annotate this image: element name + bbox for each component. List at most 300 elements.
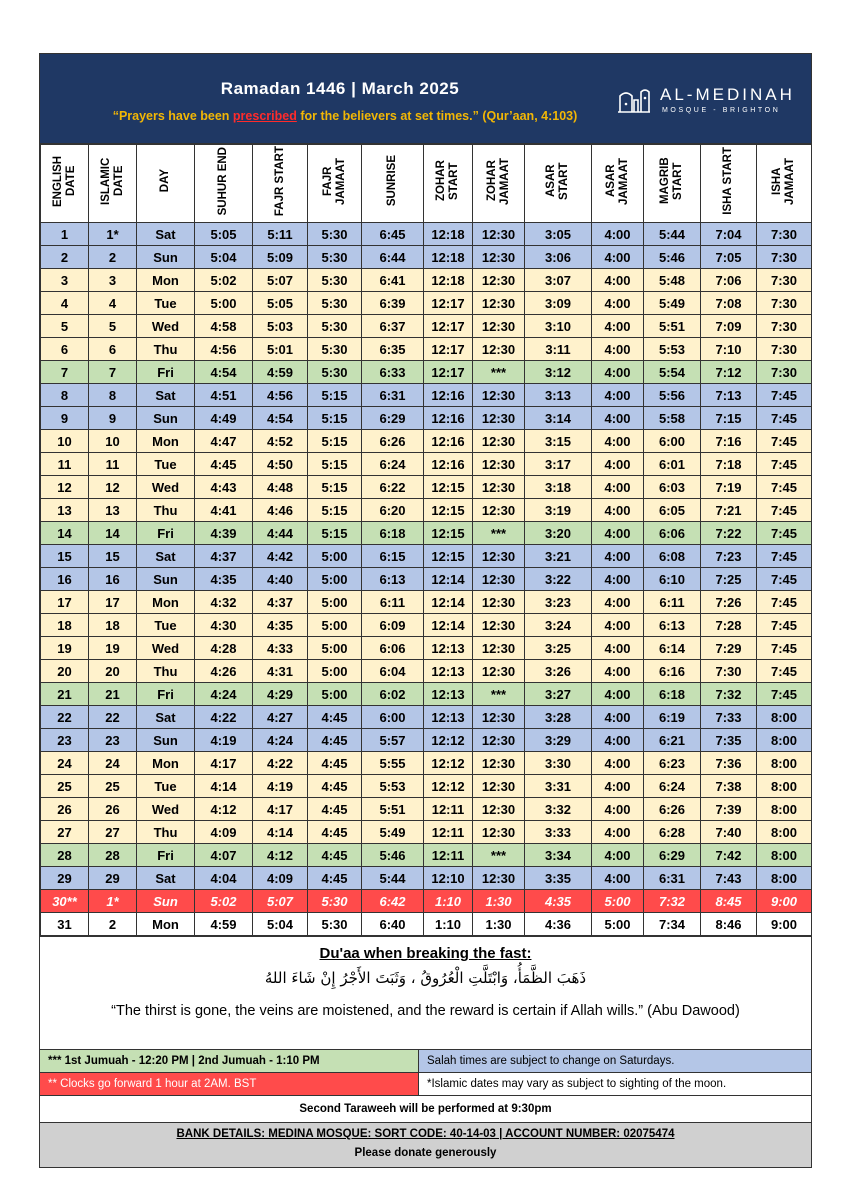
cell-day: Sun: [137, 729, 195, 752]
cell-sunrise: 6:33: [362, 361, 424, 384]
cell-suhur-end: 4:07: [195, 844, 253, 867]
cell-isha-jamaat: 7:45: [757, 591, 812, 614]
cell-sunrise: 6:13: [362, 568, 424, 591]
cell-english-date: 28: [41, 844, 89, 867]
cell-fajr-jamaat: 5:15: [308, 407, 362, 430]
cell-asar-start: 3:05: [525, 223, 592, 246]
cell-zohar-start: 12:18: [424, 223, 473, 246]
cell-sunrise: 6:29: [362, 407, 424, 430]
cell-sunrise: 6:09: [362, 614, 424, 637]
cell-asar-start: 3:27: [525, 683, 592, 706]
cell-english-date: 20: [41, 660, 89, 683]
cell-asar-start: 3:31: [525, 775, 592, 798]
cell-zohar-start: 12:10: [424, 867, 473, 890]
cell-fajr-jamaat: 5:00: [308, 614, 362, 637]
cell-fajr-start: 4:09: [253, 867, 308, 890]
table-row: [41, 683, 812, 706]
cell-suhur-end: 4:54: [195, 361, 253, 384]
clocks-note: ** Clocks go forward 1 hour at 2AM. BST: [40, 1073, 419, 1096]
cell-suhur-end: 5:00: [195, 292, 253, 315]
cell-fajr-start: 5:03: [253, 315, 308, 338]
cell-isha-start: 7:30: [701, 660, 757, 683]
cell-magrib-start: 6:14: [644, 637, 701, 660]
cell-fajr-start: 5:05: [253, 292, 308, 315]
cell-day: Sat: [137, 384, 195, 407]
cell-isha-start: 7:06: [701, 269, 757, 292]
cell-asar-start: 3:25: [525, 637, 592, 660]
col-islamic-date: ISLAMIC DATE: [89, 145, 137, 223]
table-row: [41, 269, 812, 292]
col-fajr-jamaat: FAJR JAMAAT: [308, 145, 362, 223]
cell-fajr-start: 4:29: [253, 683, 308, 706]
cell-islamic-date: 28: [89, 844, 137, 867]
cell-islamic-date: 29: [89, 867, 137, 890]
cell-sunrise: 6:40: [362, 913, 424, 936]
cell-magrib-start: 6:18: [644, 683, 701, 706]
cell-fajr-start: 5:01: [253, 338, 308, 361]
cell-fajr-start: 4:46: [253, 499, 308, 522]
taraweeh-note: Second Taraweeh will be performed at 9:30pm: [40, 1096, 811, 1123]
cell-english-date: 10: [41, 430, 89, 453]
cell-isha-jamaat: 7:45: [757, 568, 812, 591]
cell-english-date: 16: [41, 568, 89, 591]
cell-day: Sat: [137, 867, 195, 890]
cell-asar-start: 3:29: [525, 729, 592, 752]
cell-asar-jamaat: 4:00: [592, 453, 644, 476]
cell-isha-start: 7:35: [701, 729, 757, 752]
col-isha-start: ISHA START: [701, 145, 757, 223]
cell-english-date: 18: [41, 614, 89, 637]
cell-asar-start: 3:10: [525, 315, 592, 338]
cell-suhur-end: 4:43: [195, 476, 253, 499]
cell-zohar-start: 12:18: [424, 269, 473, 292]
cell-fajr-jamaat: 5:30: [308, 246, 362, 269]
cell-english-date: 5: [41, 315, 89, 338]
cell-asar-start: 3:22: [525, 568, 592, 591]
cell-zohar-start: 12:17: [424, 361, 473, 384]
cell-asar-start: 3:26: [525, 660, 592, 683]
cell-zohar-jamaat: 12:30: [473, 407, 525, 430]
cell-islamic-date: 18: [89, 614, 137, 637]
cell-magrib-start: 6:24: [644, 775, 701, 798]
cell-fajr-jamaat: 5:00: [308, 683, 362, 706]
cell-fajr-start: 4:44: [253, 522, 308, 545]
table-row: [41, 476, 812, 499]
cell-suhur-end: 4:32: [195, 591, 253, 614]
cell-suhur-end: 4:30: [195, 614, 253, 637]
cell-isha-start: 7:05: [701, 246, 757, 269]
cell-zohar-jamaat: 12:30: [473, 821, 525, 844]
cell-english-date: 23: [41, 729, 89, 752]
cell-suhur-end: 4:19: [195, 729, 253, 752]
cell-asar-jamaat: 4:00: [592, 315, 644, 338]
cell-zohar-start: 12:14: [424, 591, 473, 614]
cell-fajr-jamaat: 5:30: [308, 292, 362, 315]
cell-suhur-end: 4:04: [195, 867, 253, 890]
cell-fajr-jamaat: 5:00: [308, 568, 362, 591]
cell-isha-start: 7:33: [701, 706, 757, 729]
cell-isha-jamaat: 7:45: [757, 545, 812, 568]
cell-asar-jamaat: 4:00: [592, 476, 644, 499]
dua-translation: “The thirst is gone, the veins are moistened, and the reward is certain if Allah wills.” (Abu Dawood): [111, 1003, 740, 1019]
cell-zohar-start: 12:15: [424, 545, 473, 568]
cell-magrib-start: 5:56: [644, 384, 701, 407]
cell-magrib-start: 5:48: [644, 269, 701, 292]
cell-day: Mon: [137, 913, 195, 936]
cell-magrib-start: 6:01: [644, 453, 701, 476]
table-row: [41, 545, 812, 568]
cell-suhur-end: 4:22: [195, 706, 253, 729]
cell-magrib-start: 6:19: [644, 706, 701, 729]
cell-asar-jamaat: 4:00: [592, 683, 644, 706]
cell-zohar-jamaat: 12:30: [473, 292, 525, 315]
cell-asar-jamaat: 4:00: [592, 591, 644, 614]
cell-magrib-start: 6:11: [644, 591, 701, 614]
cell-sunrise: 6:15: [362, 545, 424, 568]
cell-zohar-start: 12:13: [424, 706, 473, 729]
cell-zohar-jamaat: 12:30: [473, 453, 525, 476]
cell-isha-start: 7:04: [701, 223, 757, 246]
cell-zohar-jamaat: 12:30: [473, 775, 525, 798]
cell-asar-jamaat: 4:00: [592, 407, 644, 430]
cell-fajr-start: 5:04: [253, 913, 308, 936]
cell-islamic-date: 5: [89, 315, 137, 338]
cell-islamic-date: 27: [89, 821, 137, 844]
cell-english-date: 31: [41, 913, 89, 936]
cell-sunrise: 5:53: [362, 775, 424, 798]
table-row: [41, 798, 812, 821]
cell-fajr-jamaat: 5:00: [308, 660, 362, 683]
cell-fajr-jamaat: 5:30: [308, 361, 362, 384]
cell-day: Wed: [137, 637, 195, 660]
cell-suhur-end: 4:24: [195, 683, 253, 706]
cell-magrib-start: 7:34: [644, 913, 701, 936]
cell-islamic-date: 2: [89, 246, 137, 269]
cell-day: Sat: [137, 706, 195, 729]
cell-magrib-start: 6:13: [644, 614, 701, 637]
cell-isha-jamaat: 8:00: [757, 844, 812, 867]
cell-asar-start: 3:12: [525, 361, 592, 384]
cell-english-date: 26: [41, 798, 89, 821]
cell-isha-start: 7:08: [701, 292, 757, 315]
cell-isha-start: 7:21: [701, 499, 757, 522]
cell-magrib-start: 7:32: [644, 890, 701, 913]
cell-zohar-jamaat: 12:30: [473, 476, 525, 499]
table-row: [41, 568, 812, 591]
cell-asar-start: 3:34: [525, 844, 592, 867]
cell-islamic-date: 14: [89, 522, 137, 545]
cell-sunrise: 6:44: [362, 246, 424, 269]
cell-english-date: 17: [41, 591, 89, 614]
cell-zohar-start: 12:11: [424, 821, 473, 844]
col-suhur-end: SUHUR END: [195, 145, 253, 223]
cell-zohar-jamaat: 12:30: [473, 499, 525, 522]
cell-suhur-end: 4:12: [195, 798, 253, 821]
col-asar-start: ASAR START: [525, 145, 592, 223]
cell-english-date: 30**: [41, 890, 89, 913]
cell-isha-jamaat: 7:30: [757, 292, 812, 315]
cell-zohar-jamaat: 12:30: [473, 614, 525, 637]
mosque-logo: [616, 82, 806, 122]
cell-english-date: 12: [41, 476, 89, 499]
cell-asar-jamaat: 4:00: [592, 752, 644, 775]
cell-fajr-start: 4:27: [253, 706, 308, 729]
cell-isha-jamaat: 7:45: [757, 384, 812, 407]
cell-magrib-start: 6:26: [644, 798, 701, 821]
cell-islamic-date: 21: [89, 683, 137, 706]
cell-english-date: 1: [41, 223, 89, 246]
cell-isha-jamaat: 7:30: [757, 246, 812, 269]
cell-suhur-end: 4:59: [195, 913, 253, 936]
cell-islamic-date: 2: [89, 913, 137, 936]
cell-isha-start: 7:39: [701, 798, 757, 821]
cell-sunrise: 6:04: [362, 660, 424, 683]
cell-english-date: 21: [41, 683, 89, 706]
cell-asar-start: 3:21: [525, 545, 592, 568]
cell-isha-start: 8:46: [701, 913, 757, 936]
quote-highlight: prescribed: [232, 109, 297, 123]
cell-sunrise: 5:46: [362, 844, 424, 867]
cell-isha-start: 7:42: [701, 844, 757, 867]
cell-asar-start: 3:07: [525, 269, 592, 292]
cell-zohar-start: 12:12: [424, 752, 473, 775]
cell-islamic-date: 1*: [89, 223, 137, 246]
cell-fajr-jamaat: 5:15: [308, 522, 362, 545]
cell-asar-jamaat: 4:00: [592, 499, 644, 522]
cell-zohar-jamaat: ***: [473, 683, 525, 706]
cell-zohar-start: 12:17: [424, 315, 473, 338]
cell-sunrise: 6:35: [362, 338, 424, 361]
cell-isha-jamaat: 8:00: [757, 867, 812, 890]
header-row: [41, 145, 812, 223]
table-row: [41, 361, 812, 384]
cell-isha-jamaat: 8:00: [757, 729, 812, 752]
cell-zohar-start: 12:16: [424, 384, 473, 407]
table-row: [41, 821, 812, 844]
cell-fajr-jamaat: 5:15: [308, 476, 362, 499]
cell-asar-start: 4:35: [525, 890, 592, 913]
cell-zohar-jamaat: 12:30: [473, 338, 525, 361]
cell-english-date: 4: [41, 292, 89, 315]
cell-islamic-date: 26: [89, 798, 137, 821]
cell-asar-start: 4:36: [525, 913, 592, 936]
cell-islamic-date: 8: [89, 384, 137, 407]
cell-zohar-jamaat: 12:30: [473, 315, 525, 338]
table-row: [41, 637, 812, 660]
cell-asar-jamaat: 4:00: [592, 844, 644, 867]
cell-day: Fri: [137, 522, 195, 545]
cell-suhur-end: 4:56: [195, 338, 253, 361]
cell-zohar-jamaat: 12:30: [473, 430, 525, 453]
table-row: [41, 660, 812, 683]
cell-magrib-start: 6:03: [644, 476, 701, 499]
cell-isha-start: 7:22: [701, 522, 757, 545]
cell-zohar-jamaat: ***: [473, 844, 525, 867]
cell-day: Mon: [137, 269, 195, 292]
cell-magrib-start: 5:46: [644, 246, 701, 269]
cell-asar-jamaat: 4:00: [592, 338, 644, 361]
cell-zohar-start: 12:15: [424, 522, 473, 545]
cell-sunrise: 6:24: [362, 453, 424, 476]
col-isha-jamaat: ISHA JAMAAT: [757, 145, 812, 223]
cell-day: Tue: [137, 292, 195, 315]
table-row: [41, 729, 812, 752]
dua-section: [40, 936, 811, 1049]
cell-fajr-start: 4:54: [253, 407, 308, 430]
cell-asar-start: 3:24: [525, 614, 592, 637]
cell-zohar-jamaat: 12:30: [473, 568, 525, 591]
salah-change-note: Salah times are subject to change on Saturdays.: [419, 1050, 811, 1073]
cell-islamic-date: 11: [89, 453, 137, 476]
cell-isha-start: 7:40: [701, 821, 757, 844]
cell-fajr-jamaat: 4:45: [308, 867, 362, 890]
cell-zohar-jamaat: ***: [473, 522, 525, 545]
cell-zohar-jamaat: 12:30: [473, 706, 525, 729]
cell-day: Mon: [137, 752, 195, 775]
cell-islamic-date: 20: [89, 660, 137, 683]
cell-english-date: 13: [41, 499, 89, 522]
cell-isha-start: 7:38: [701, 775, 757, 798]
cell-magrib-start: 6:05: [644, 499, 701, 522]
cell-isha-start: 7:28: [701, 614, 757, 637]
cell-magrib-start: 6:31: [644, 867, 701, 890]
cell-fajr-start: 5:07: [253, 269, 308, 292]
cell-fajr-start: 4:17: [253, 798, 308, 821]
cell-day: Fri: [137, 683, 195, 706]
cell-zohar-start: 12:13: [424, 683, 473, 706]
cell-magrib-start: 5:49: [644, 292, 701, 315]
cell-english-date: 14: [41, 522, 89, 545]
col-zohar-jamaat: ZOHAR JAMAAT: [473, 145, 525, 223]
quote-start: “Prayers have been: [112, 109, 233, 123]
cell-isha-jamaat: 7:45: [757, 476, 812, 499]
cell-suhur-end: 4:35: [195, 568, 253, 591]
cell-suhur-end: 4:17: [195, 752, 253, 775]
cell-suhur-end: 4:39: [195, 522, 253, 545]
cell-asar-start: 3:15: [525, 430, 592, 453]
cell-fajr-jamaat: 5:30: [308, 315, 362, 338]
cell-suhur-end: 5:02: [195, 269, 253, 292]
cell-asar-jamaat: 4:00: [592, 706, 644, 729]
table-row: [41, 752, 812, 775]
cell-english-date: 3: [41, 269, 89, 292]
table-row: [41, 890, 812, 913]
cell-fajr-start: 4:22: [253, 752, 308, 775]
cell-sunrise: 6:45: [362, 223, 424, 246]
cell-magrib-start: 5:51: [644, 315, 701, 338]
cell-asar-jamaat: 4:00: [592, 568, 644, 591]
cell-asar-jamaat: 4:00: [592, 614, 644, 637]
cell-day: Mon: [137, 430, 195, 453]
cell-fajr-jamaat: 5:00: [308, 545, 362, 568]
table-row: [41, 223, 812, 246]
cell-zohar-jamaat: 12:30: [473, 729, 525, 752]
cell-islamic-date: 6: [89, 338, 137, 361]
cell-fajr-start: 4:50: [253, 453, 308, 476]
cell-fajr-jamaat: 4:45: [308, 821, 362, 844]
cell-islamic-date: 10: [89, 430, 137, 453]
cell-asar-jamaat: 4:00: [592, 660, 644, 683]
cell-day: Fri: [137, 844, 195, 867]
table-row: [41, 522, 812, 545]
cell-zohar-jamaat: 12:30: [473, 545, 525, 568]
cell-islamic-date: 16: [89, 568, 137, 591]
cell-zohar-jamaat: 12:30: [473, 660, 525, 683]
cell-asar-start: 3:13: [525, 384, 592, 407]
cell-day: Sun: [137, 568, 195, 591]
cell-zohar-start: 12:16: [424, 407, 473, 430]
cell-fajr-jamaat: 5:15: [308, 453, 362, 476]
cell-suhur-end: 4:09: [195, 821, 253, 844]
quote-end: for the believers at set times.” (Qur’aan, 4:103): [296, 109, 578, 123]
table-row: [41, 867, 812, 890]
cell-suhur-end: 5:05: [195, 223, 253, 246]
cell-zohar-jamaat: 1:30: [473, 913, 525, 936]
cell-fajr-start: 4:35: [253, 614, 308, 637]
cell-fajr-jamaat: 5:15: [308, 430, 362, 453]
cell-asar-jamaat: 4:00: [592, 246, 644, 269]
timetable-body: [41, 223, 812, 936]
cell-sunrise: 6:06: [362, 637, 424, 660]
cell-zohar-jamaat: 12:30: [473, 591, 525, 614]
cell-islamic-date: 19: [89, 637, 137, 660]
cell-sunrise: 6:37: [362, 315, 424, 338]
cell-english-date: 11: [41, 453, 89, 476]
cell-asar-start: 3:09: [525, 292, 592, 315]
cell-islamic-date: 24: [89, 752, 137, 775]
mosque-logo-icon: [616, 82, 652, 118]
cell-zohar-start: 1:10: [424, 890, 473, 913]
cell-zohar-jamaat: 1:30: [473, 890, 525, 913]
quran-quote: [40, 109, 650, 123]
cell-asar-start: 3:35: [525, 867, 592, 890]
cell-islamic-date: 25: [89, 775, 137, 798]
cell-magrib-start: 6:23: [644, 752, 701, 775]
table-row: [41, 430, 812, 453]
cell-asar-start: 3:17: [525, 453, 592, 476]
cell-english-date: 27: [41, 821, 89, 844]
cell-islamic-date: 15: [89, 545, 137, 568]
cell-fajr-jamaat: 5:15: [308, 384, 362, 407]
cell-islamic-date: 12: [89, 476, 137, 499]
cell-islamic-date: 3: [89, 269, 137, 292]
cell-asar-start: 3:33: [525, 821, 592, 844]
cell-fajr-jamaat: 5:30: [308, 890, 362, 913]
cell-magrib-start: 6:00: [644, 430, 701, 453]
cell-fajr-jamaat: 4:45: [308, 775, 362, 798]
cell-zohar-start: 12:13: [424, 660, 473, 683]
cell-isha-start: 7:19: [701, 476, 757, 499]
cell-zohar-jamaat: 12:30: [473, 867, 525, 890]
table-row: [41, 384, 812, 407]
cell-islamic-date: 4: [89, 292, 137, 315]
cell-zohar-start: 12:17: [424, 292, 473, 315]
cell-asar-jamaat: 4:00: [592, 292, 644, 315]
table-row: [41, 913, 812, 936]
cell-day: Wed: [137, 798, 195, 821]
cell-zohar-jamaat: 12:30: [473, 223, 525, 246]
islamic-dates-note: *Islamic dates may vary as subject to sighting of the moon.: [419, 1073, 811, 1096]
cell-asar-jamaat: 4:00: [592, 223, 644, 246]
cell-isha-jamaat: 7:30: [757, 315, 812, 338]
prayer-timetable: [40, 144, 812, 936]
cell-zohar-start: 12:13: [424, 637, 473, 660]
cell-asar-jamaat: 4:00: [592, 430, 644, 453]
cell-isha-start: 7:32: [701, 683, 757, 706]
cell-english-date: 8: [41, 384, 89, 407]
table-row: [41, 591, 812, 614]
cell-isha-jamaat: 7:30: [757, 338, 812, 361]
